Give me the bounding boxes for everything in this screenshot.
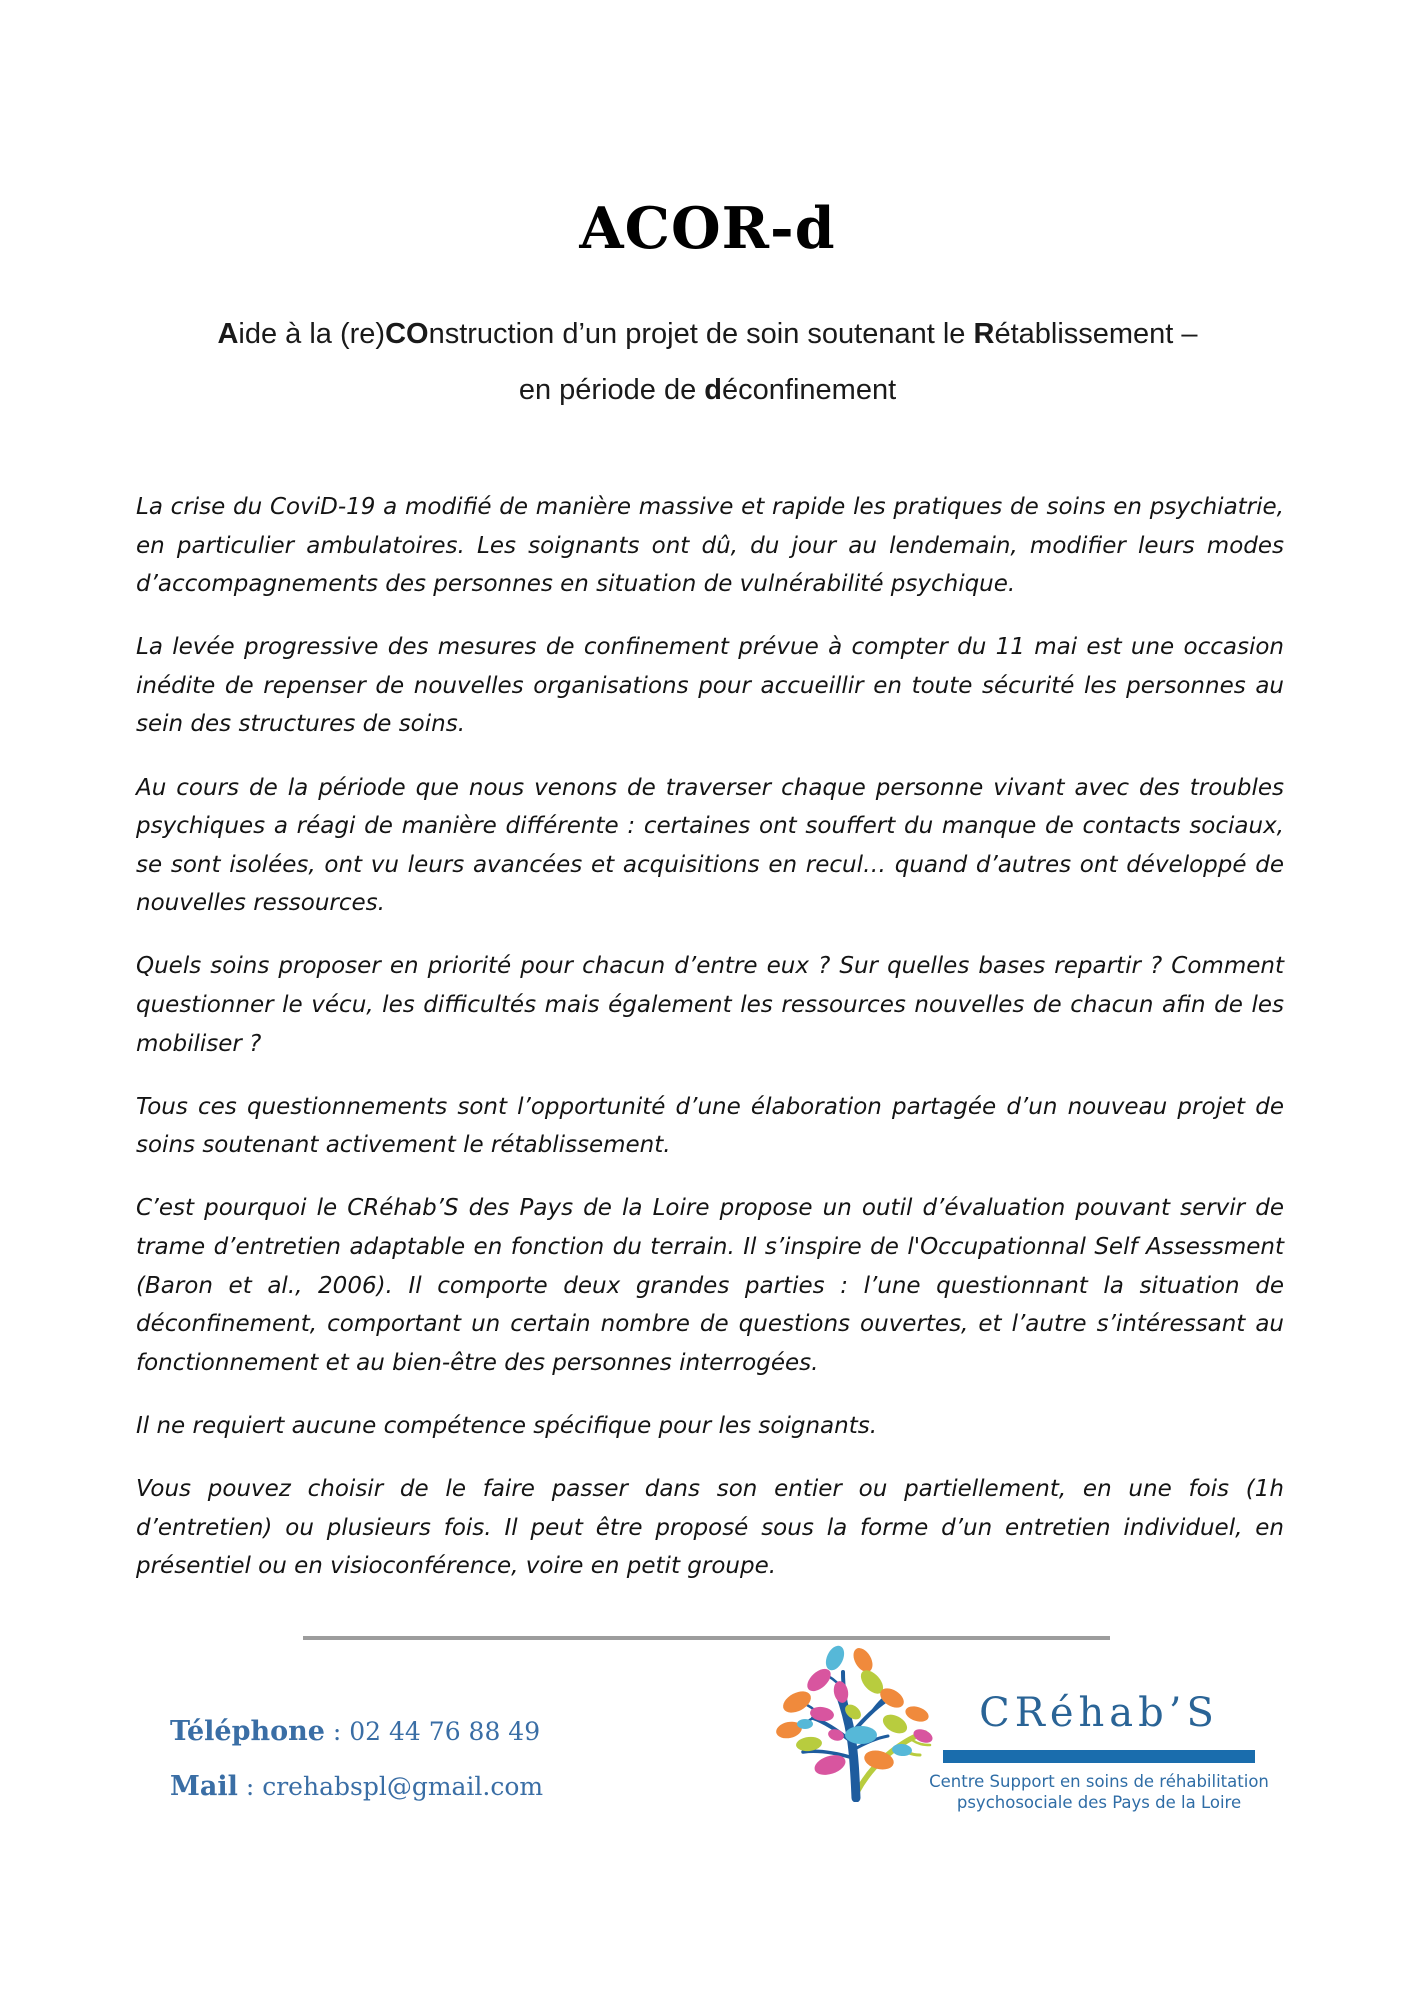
subtitle-line-2: [0, 374, 1415, 407]
crehabs-tree-logo-icon: [775, 1642, 940, 1802]
logo-tagline: [928, 1771, 1270, 1813]
body-paragraph: Vous pouvez choisir de le faire passer dans son entier ou partiellement, en une fois (1h d’entretien) ou plusieurs fois. Il peut être proposé sous la forme d’un entretien individuel, en présentiel ou en visioconférence, voire en petit groupe.: [136, 1475, 1284, 1580]
contact-block: [170, 1716, 543, 1826]
subtitle-segment: nstruction d’un projet de soin soutenant le: [428, 318, 974, 350]
body-paragraph: Tous ces questionnements sont l’opportunité d’une élaboration partagée d’un nouveau projet de soins soutenant activement le rétablissement.: [136, 1093, 1284, 1159]
colon-separator: :: [237, 1772, 263, 1801]
mail-label: Mail: [170, 1771, 238, 1802]
document-body: [136, 488, 1284, 1586]
subtitle-line-1: [0, 318, 1415, 351]
body-paragraph: Au cours de la période que nous venons de traverser chaque personne vivant avec des troubles psychiques a réagi de manière différente : certaines ont souffert du manque de contacts sociaux, se sont isolées, ont vu leurs avancées et acquisitions en recul… quand d’autres ont développé de nouvelles ressources.: [136, 774, 1284, 917]
subtitle-bold-segment: R: [973, 318, 995, 350]
body-paragraph: La crise du CoviD-19 a modifié de manière massive et rapide les pratiques de soins en psychiatrie, en particulier ambulatoires. Les soignants ont dû, du jour au lendemain, modifier leurs modes d’accompagnements des personnes en situation de vulnérabilité psychique.: [136, 494, 1284, 598]
body-paragraph: C’est pourquoi le CRéhab’S des Pays de la Loire propose un outil d’évaluation pouvant servir de trame d’entretien adaptable en fonction du terrain. Il s’inspire de l'Occupationnal Self Assessment (Baron et al., 2006). Il comporte deux grandes parties : l’une questionnant la situation de déconfinement, comportant un certain nombre de questions ouvertes, et l’autre s’intéressant au fonctionnement et au bien-être des personnes interrogées.: [136, 1195, 1284, 1376]
mail-row: [170, 1771, 543, 1802]
subtitle-bold-segment: CO: [385, 318, 429, 350]
body-paragraph: Quels soins proposer en priorité pour chacun d’entre eux ? Sur quelles bases repartir ? Comment questionner le vécu, les difficultés mais également les ressources nouvelles de chacun afin de les mobiliser ?: [136, 953, 1284, 1057]
page-title: ACOR-d: [579, 195, 836, 262]
crehabs-wordmark: CRéhab’S: [979, 1690, 1219, 1736]
body-paragraph: La levée progressive des mesures de confinement prévue à compter du 11 mai est une occasion inédite de repenser de nouvelles organisations pour accueillir en toute sécurité les personnes au sein des structures de soins.: [136, 634, 1284, 738]
phone-label: Téléphone: [170, 1716, 325, 1747]
subtitle-bold-segment: A: [217, 318, 239, 350]
colon-separator: :: [324, 1717, 350, 1746]
phone-number: 02 44 76 88 49: [349, 1717, 541, 1746]
subtitle-segment: éconfinement: [722, 374, 897, 406]
subtitle-segment: en période de: [518, 374, 705, 406]
subtitle-segment: établissement –: [994, 318, 1198, 350]
mail-address: crehabspl@gmail.com: [262, 1772, 544, 1801]
footer-divider-line: [303, 1636, 1110, 1640]
phone-row: [170, 1716, 543, 1747]
body-paragraph: Il ne requiert aucune compétence spécifique pour les soignants.: [136, 1412, 878, 1439]
subtitle-segment: ide à la (re): [238, 318, 386, 350]
logo-tagline-line-1: Centre Support en soins de réhabilitation: [929, 1772, 1269, 1791]
logo-blue-bar: [943, 1750, 1255, 1763]
subtitle-bold-segment: d: [704, 374, 723, 406]
logo-tagline-line-2: psychosociale des Pays de la Loire: [956, 1793, 1242, 1812]
